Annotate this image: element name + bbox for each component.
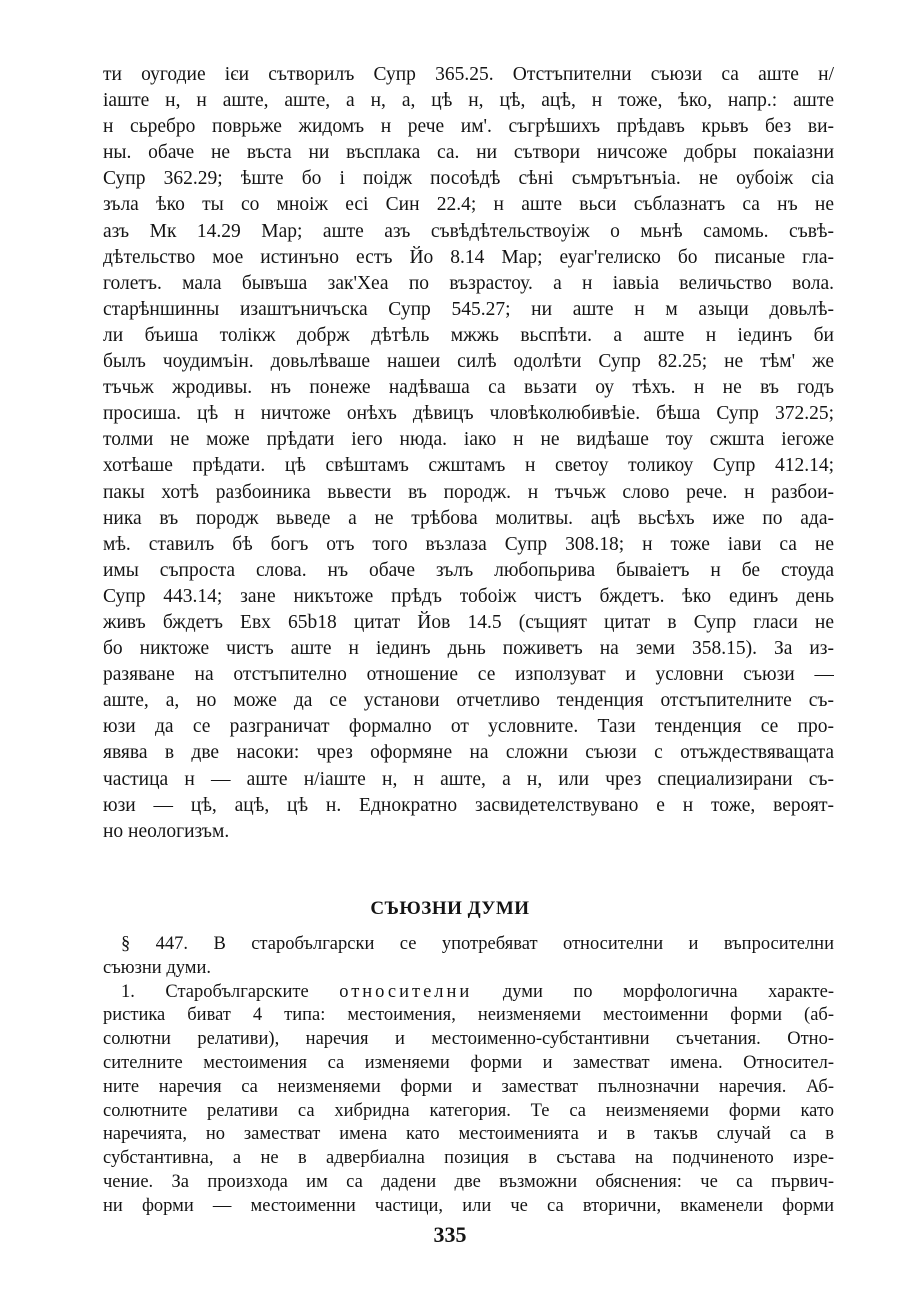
text-line: мѣ. ставилъ бѣ богъ отъ того възлаза Супр 308.18; н тоже іави са не (103, 533, 834, 555)
text-line: ристика биват 4 типа: местоимения, неизменяеми местоименни форми (аб- (103, 1005, 834, 1026)
section-447 (103, 933, 834, 1219)
text-line: Супр 362.29; ѣште бо і поідж посоѣдѣ сѣні съмрътънъіа. не оубоіж сіа (103, 168, 834, 190)
text-line: солютните релативи са хибридна категория. Те са неизменяеми форми като (103, 1100, 834, 1121)
text-run: думи по морфологична характе- (502, 981, 834, 1002)
text-line: ните наречия са неизменяеми форми и заместват пълнозначни наречия. Аб- (103, 1076, 834, 1097)
text-line: ника въ породж вьведе а не трѣбова молитвы. ацѣ вьсѣхъ иже по ада- (103, 507, 834, 529)
page-number: 335 (433, 1222, 467, 1247)
text-line: но неологизъм. (103, 820, 230, 842)
text-line: азъ Мк 14.29 Мар; аште азъ съвѣдѣтельствоуіж о мьнѣ самомь. съвѣ- (103, 220, 834, 242)
text-line: сителните местоимения са изменяеми форми и заместват имена. Относител- (103, 1052, 834, 1073)
text-line: бо никтоже чистъ аште н іединъ дьнь поживетъ на земи 358.15). За из- (103, 638, 834, 660)
section-heading: СЪЮЗНИ ДУМИ (370, 898, 530, 919)
text-line: пакы хотѣ разбоиника вьвести въ породж. н тъчьж слово рече. н разбои- (103, 481, 834, 503)
text-line: тъчьж жродивы. нъ понеже надѣваша са вьзати оу тѣхъ. н не въ годъ (103, 377, 834, 399)
text-line: живъ бждетъ Евх 65b18 цитат Йов 14.5 (същият цитат в Супр гласи не (103, 611, 834, 633)
text-line: старѣншинны изаштъничъска Супр 545.27; ни аште н м азыци довьлѣ- (103, 298, 834, 320)
text-line: зъла ѣко ты со мноіж есі Син 22.4; н аште вьси съблазнатъ са нъ не (103, 194, 834, 216)
text-line: явява в две насоки: чрез оформяне на сложни съюзи с отъждествяващата (103, 742, 834, 764)
text-line: хотѣаше прѣдати. цѣ свѣштамъ сжштамъ н светоу толикоу Супр 412.14; (103, 455, 834, 477)
concessive-conjunctions-paragraph (103, 62, 834, 845)
text-line: ти оугодие ієи сътворилъ Супр 365.25. Отстъпителни съюзи са аште н/ (103, 64, 834, 85)
text-line: § 447. В старобългарски се употребяват относителни и въпросителни (121, 934, 834, 954)
text-line: дѣтельство мое истинъно естъ Йо 8.14 Мар; еуаг'гелиско бо писаные гла- (103, 246, 834, 268)
text-line: наречията, но заместват имена като местоименията и в такъв случай са в (103, 1124, 834, 1145)
text-line: голетъ. мала бывъша зак'Хеа по възрастоу. а н іавьіа величьство вола. (103, 272, 834, 294)
text-line: юзи да се разграничат формално от условните. Тази тенденция се про- (103, 716, 834, 738)
text-line: частица н — аште н/іаште н, н аште, а н, или чрез специализирани съ- (103, 768, 834, 790)
text-line: ли бъиша толікж добрж дѣтѣль мжжь вьспѣти. а аште н іединъ би (103, 324, 834, 346)
text-line: юзи — цѣ, ацѣ, цѣ н. Еднократно засвидетелствувано е н тоже, вероят- (103, 794, 834, 816)
text-run: 1. Старобългарските (121, 981, 309, 1002)
text-line: н сьребро поврьже жидомъ н рече им'. съгрѣшихъ прѣдавъ крьвъ без ви- (103, 116, 834, 138)
text-line: былъ чоудимъін. довьлѣваше нашеи силѣ одолѣти Супр 82.25; не тѣм' же (103, 351, 834, 373)
text-line: просиша. цѣ н ничтоже онѣхъ дѣвицъ чловѣколюбивѣіе. бѣша Супр 372.25; (103, 403, 834, 425)
text-line: аште, а, но може да се установи отчетливо тенденция отстъпителните съ- (103, 690, 834, 712)
text-line: имы съпроста слова. нъ обаче зълъ любопьрива бываіетъ н бе стоуда (103, 559, 834, 581)
text-line: субстантивна, а не в адвербиална позиция в състава на подчиненото изре- (103, 1148, 834, 1169)
text-line: разяване на отстъпително отношение се използуват и условни съюзи — (103, 664, 834, 686)
text-line: Супр 443.14; зане никътоже прѣдъ тобоіж чистъ бждетъ. ѣко единъ день (103, 585, 834, 607)
text-line: солютни релативи), наречия и местоименно-субстантивни съчетания. Отно- (103, 1029, 834, 1050)
text-line: толми не може прѣдати іего нюда. іако н не видѣаше тоу сжшта іегоже (103, 429, 834, 451)
emphasized-term: относителни (339, 981, 473, 1002)
text-line (103, 981, 834, 1005)
text-line: ны. обаче не въста ни въсплака са. ни сътвори ничсоже добры покаіазни (103, 142, 834, 164)
text-line: чение. За произхода им са дадени две възможни обяснения: че са първич- (103, 1171, 834, 1192)
text-line: іаште н, н аште, аште, а н, а, цѣ н, цѣ, ацѣ, н тоже, ѣко, напр.: аште (103, 90, 834, 112)
text-line: съюзни думи. (103, 957, 211, 978)
text-line: ни форми — местоименни частици, или че са вторични, вкаменели форми (103, 1195, 834, 1216)
